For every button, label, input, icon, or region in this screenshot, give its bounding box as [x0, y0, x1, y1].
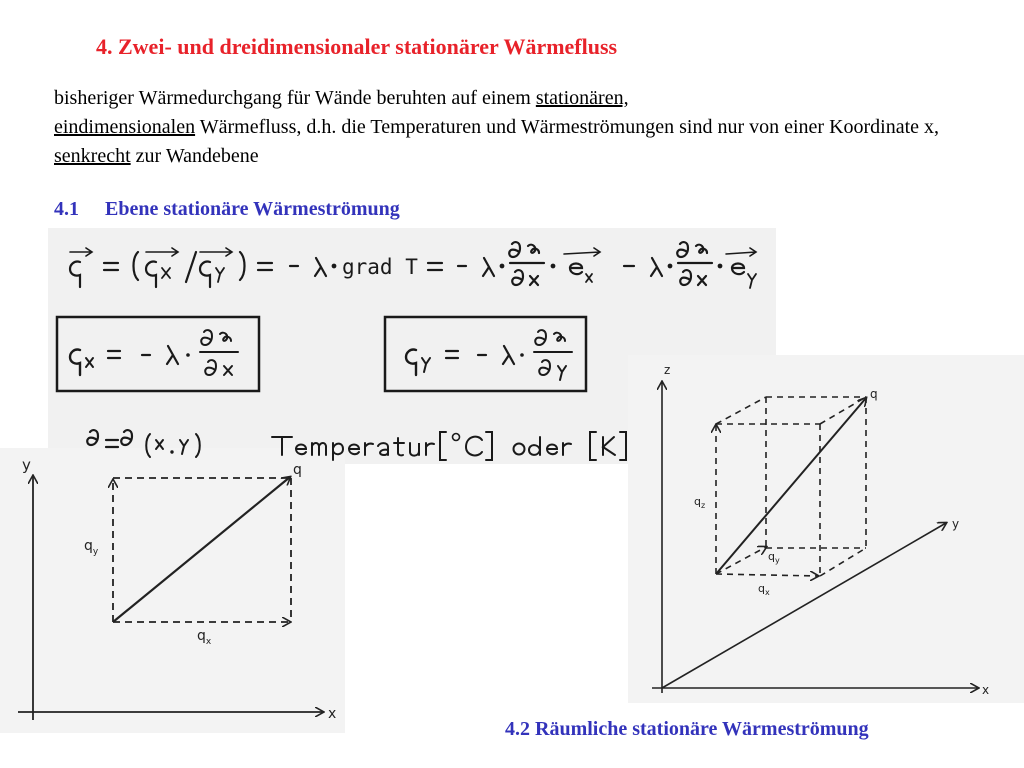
section-title: Ebene stationäre Wärmeströmung — [105, 198, 400, 220]
section-heading-4-2: 4.2 Räumliche stationäre Wärmeströmung — [505, 718, 869, 740]
intro-underline-onedimensional: eindimensionalen — [54, 116, 196, 138]
diagram-2d-background — [0, 448, 345, 733]
label-qx-2d: $q_x$ — [197, 628, 212, 647]
axis-label-x-3d: x — [982, 683, 990, 697]
svg-text:grad T: grad T — [342, 255, 418, 279]
label-qy-2d: $q_y$ — [84, 538, 99, 557]
intro-text-1: bisheriger Wärmedurchgang für Wände beruhten auf einem — [54, 87, 536, 109]
axis-label-z-3d: z — [664, 363, 671, 377]
axis-label-x-2d: x — [328, 706, 337, 722]
section-number: 4.1 — [54, 198, 79, 220]
intro-underline-perpendicular: senkrecht — [54, 145, 131, 167]
label-q-3d: q — [870, 387, 878, 401]
page-title: 4. Zwei- und dreidimensionaler stationärer Wärmefluss — [96, 34, 618, 59]
label-q-2d: q — [293, 462, 302, 478]
diagram-3d-background — [628, 355, 1024, 703]
label-qx-3d: $q_x$ — [758, 582, 770, 597]
intro-underline-stationary: stationären, — [535, 87, 629, 109]
label-qy-3d: $q_y$ — [768, 550, 780, 565]
intro-text-3: zur Wandebene — [130, 145, 259, 167]
axis-label-y-3d: y — [952, 517, 960, 531]
label-qz-3d: $q_z$ — [694, 495, 706, 510]
axis-label-y-2d: y — [22, 456, 31, 474]
intro-text-2: Wärmefluss, d.h. die Temperaturen und Wärmeströmungen sind nur von einer Koordinate x, — [195, 116, 940, 138]
